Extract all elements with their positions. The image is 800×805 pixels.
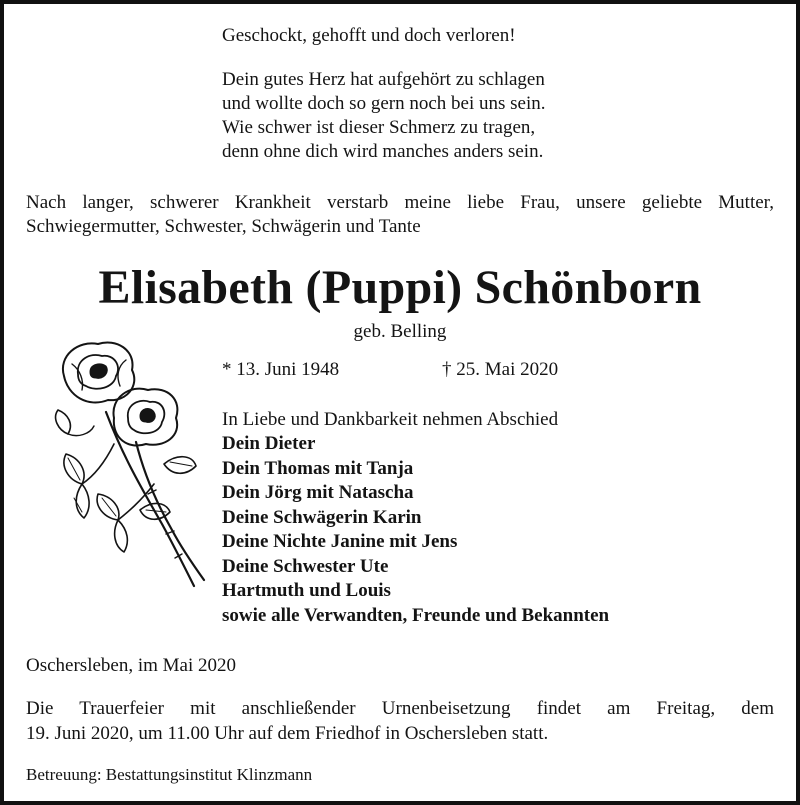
mourner-name: sowie alle Verwandten, Freunde und Bekannten — [222, 604, 610, 626]
birth-name: geb. Belling — [353, 321, 447, 342]
mourner-name: Deine Nichte Janine mit Jens — [222, 531, 458, 552]
poem-line: Wie schwer ist dieser Schmerz zu tragen, — [222, 117, 536, 138]
service-line-2: 19. Juni 2020, um 11.00 Uhr auf dem Friedhof in Oschersleben statt. — [26, 723, 549, 744]
poem-line: Dein gutes Herz hat aufgehört zu schlagen — [222, 69, 545, 90]
intro-line-1: Nach langer, schwerer Krankheit verstarb meine liebe Frau, unsere geliebte Mutter, — [26, 192, 774, 213]
intro-line-2: Schwiegermutter, Schwester, Schwägerin und Tante — [26, 216, 421, 237]
birth-date: * 13. Juni 1948 — [222, 359, 340, 380]
mourner-name: Hartmuth und Louis — [222, 580, 391, 601]
roses-icon — [44, 334, 214, 594]
mourner-name: Dein Thomas mit Tanja — [222, 457, 414, 479]
mourner-name: Dein Dieter — [222, 433, 316, 454]
mourner-name: Deine Schwester Ute — [222, 555, 389, 577]
poem-line: denn ohne dich wird manches anders sein. — [222, 141, 544, 162]
mourners-intro: In Liebe und Dankbarkeit nehmen Abschied — [222, 409, 559, 430]
service-line-1: Die Trauerfeier mit anschließender Urnenbeisetzung findet am Freitag, dem — [26, 698, 774, 719]
mourner-name: Dein Jörg mit Natascha — [222, 482, 414, 503]
funeral-home: Betreuung: Bestattungsinstitut Klinzmann — [26, 765, 313, 784]
deceased-name: Elisabeth (Puppi) Schönborn — [98, 261, 702, 314]
poem-line: und wollte doch so gern noch bei uns sein. — [222, 93, 546, 114]
place-date: Oschersleben, im Mai 2020 — [26, 655, 237, 676]
poem-opening: Geschockt, gehofft und doch verloren! — [222, 25, 516, 46]
death-date: † 25. Mai 2020 — [442, 359, 559, 380]
mourner-name: Deine Schwägerin Karin — [222, 506, 422, 528]
poem-stanza — [222, 68, 545, 164]
mourners-list — [222, 432, 609, 628]
